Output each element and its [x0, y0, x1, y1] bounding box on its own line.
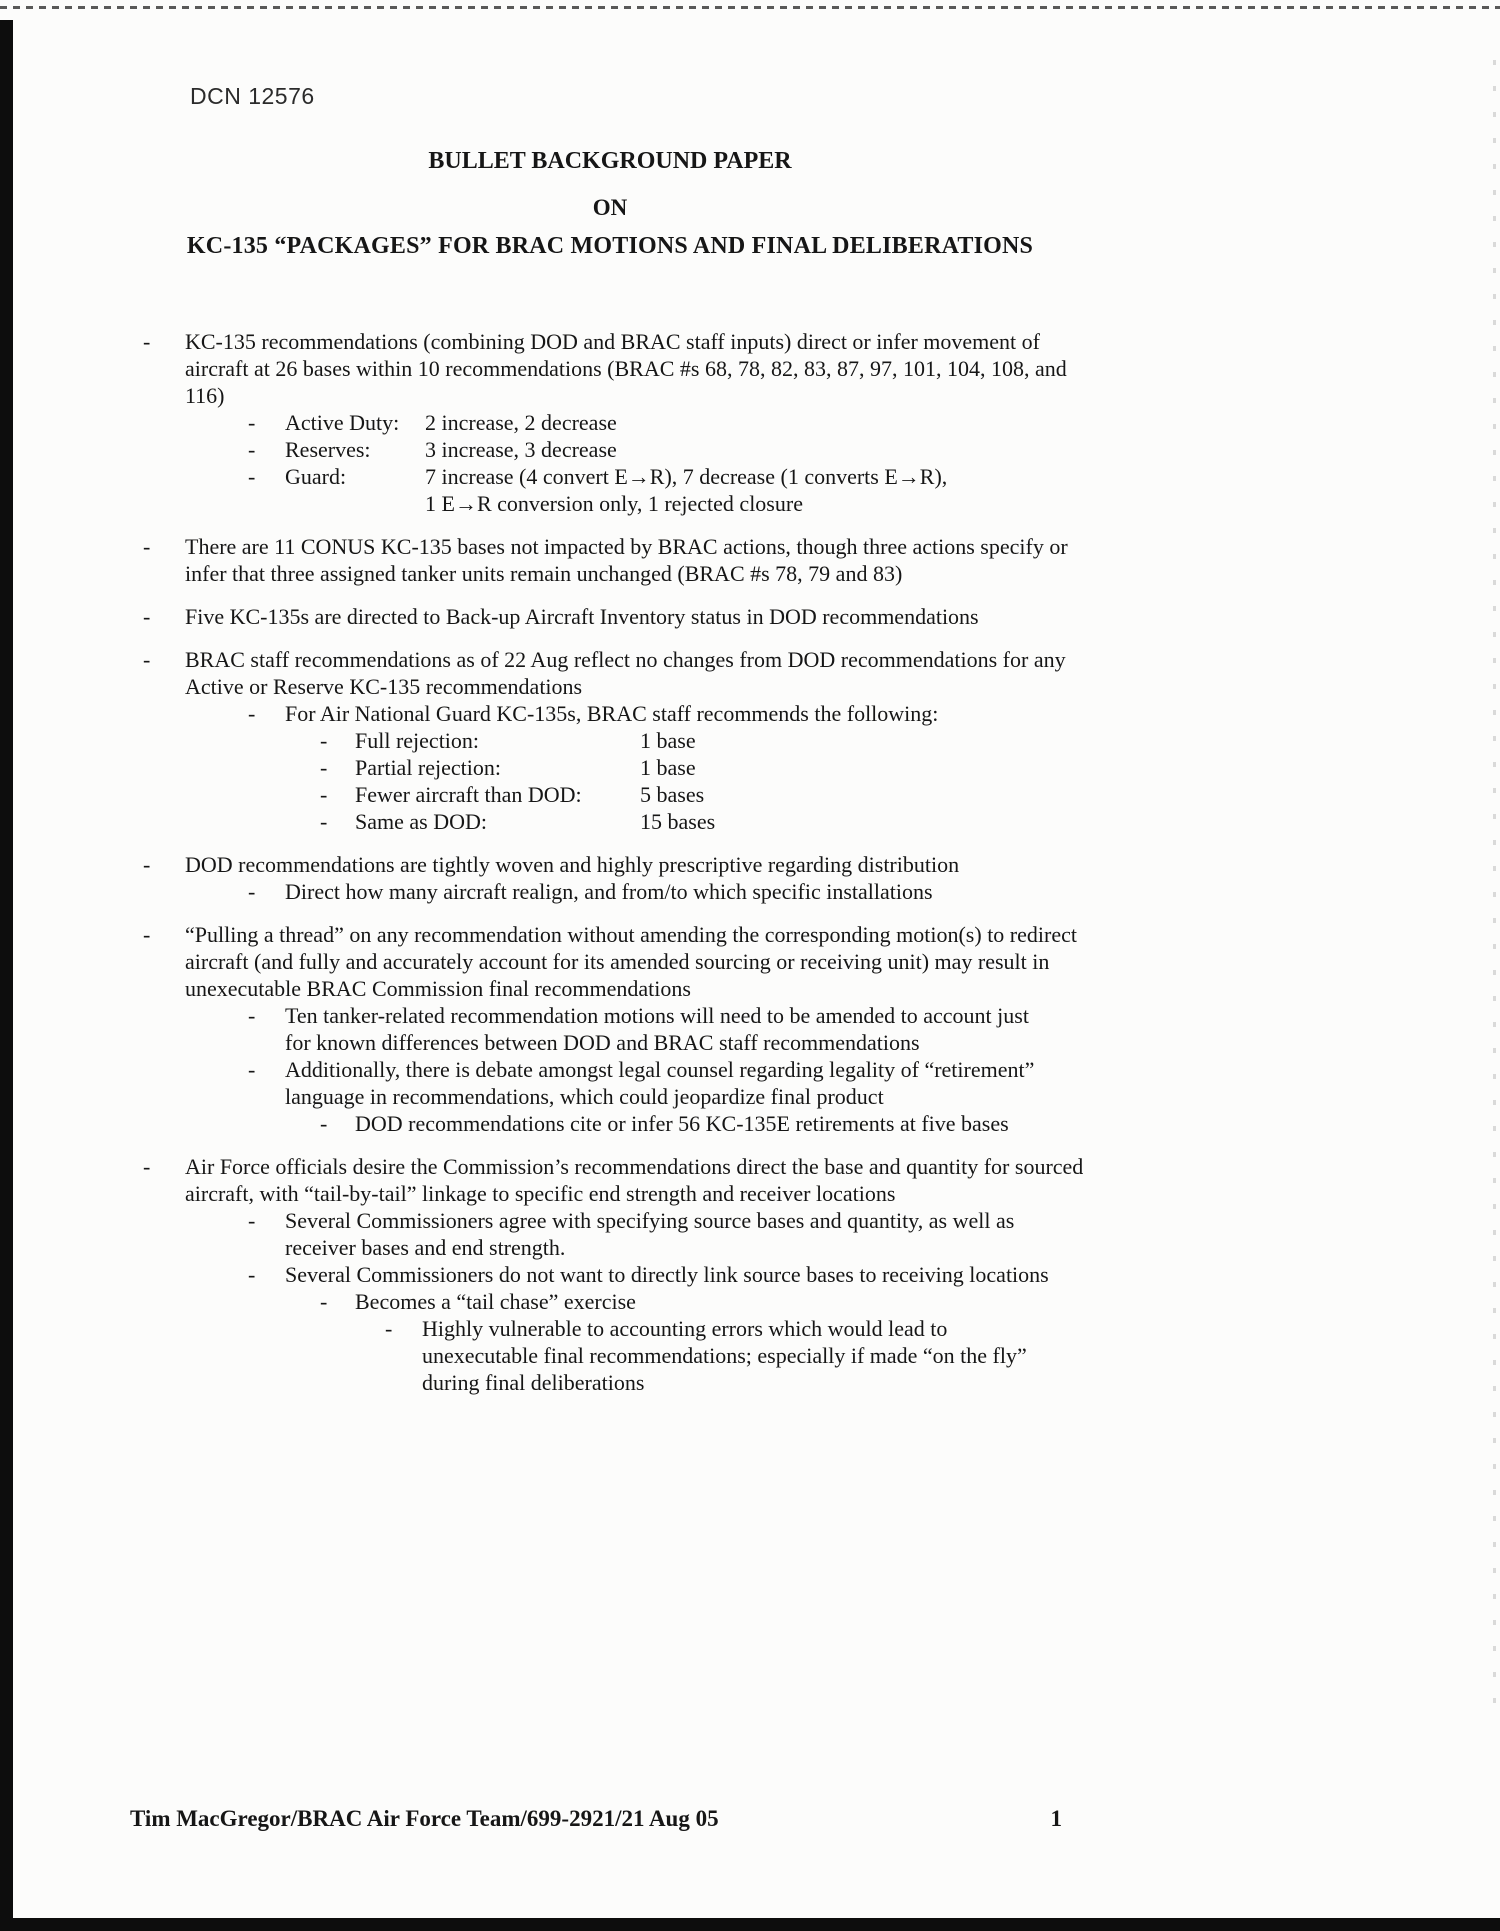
bullet-item: [320, 1110, 1085, 1137]
dcn-number: DCN 12576: [190, 83, 315, 109]
bullet-dash: -: [385, 1316, 393, 1341]
bullet-label: Guard:: [285, 464, 347, 489]
bullet-item: [143, 533, 1090, 587]
bullet-value: 5 bases: [640, 782, 705, 807]
bullet-dash: -: [143, 922, 151, 947]
bullet-item: [320, 781, 1085, 808]
bullet-item: [248, 1056, 1055, 1110]
bullet-label: Partial rejection:: [355, 755, 501, 780]
bullet-label: Fewer aircraft than DOD:: [355, 782, 582, 807]
bullet-text: Five KC-135s are directed to Back-up Aircraft Inventory status in DOD recommendations: [185, 604, 979, 629]
bullet-text: BRAC staff recommendations as of 22 Aug reflect no changes from DOD recommendations for any Active or Reserve KC-135 recommendations: [185, 647, 1066, 699]
bullet-item: [143, 328, 1090, 409]
footer-author-line: Tim MacGregor/BRAC Air Force Team/699-2921/21 Aug 05: [130, 1806, 719, 1831]
bullet-text: KC-135 recommendations (combining DOD and BRAC staff inputs) direct or infer movement of aircraft at 26 bases within 10 recommendations (BRAC #s 68, 78, 82, 83, 87, 97, 101, 104, 108, and 116): [185, 329, 1067, 408]
bullet-dash: -: [320, 728, 328, 753]
bullet-text: Direct how many aircraft realign, and from/to which specific installations: [285, 879, 933, 904]
bullet-item: [248, 878, 1055, 905]
bullet-dash: -: [248, 879, 256, 904]
bullet-dash: -: [143, 534, 151, 559]
bullet-dash: -: [248, 1208, 256, 1233]
scan-edge-bottom: [0, 1918, 1500, 1931]
doc-subtitle: KC-135 “PACKAGES” FOR BRAC MOTIONS AND FINAL DELIBERATIONS: [186, 233, 1034, 259]
bullet-item: [320, 754, 1085, 781]
bullet-dash: -: [143, 647, 151, 672]
bullet-item: [248, 1261, 1055, 1288]
bullet-text: “Pulling a thread” on any recommendation without amending the corresponding motion(s) to redirect aircraft (and fully and accurately account for its amended sourcing or receiving unit) may result in unexecutable BRAC Commission final recommendations: [185, 922, 1077, 1001]
bullet-text: Ten tanker-related recommendation motions will need to be amended to account just for known differences between DOD and BRAC staff recommendations: [285, 1003, 1029, 1055]
bullet-text: DOD recommendations cite or infer 56 KC-135E retirements at five bases: [355, 1111, 1009, 1136]
bullet-item: [143, 851, 1090, 878]
bullet-text: Highly vulnerable to accounting errors which would lead to unexecutable final recommendations; especially if made “on the fly” during final deliberations: [422, 1316, 1027, 1395]
bullet-dash: -: [248, 464, 256, 489]
scan-perforation-line: [0, 6, 1500, 9]
bullet-text: Air Force officials desire the Commission’s recommendations direct the base and quantity for sourced aircraft, with “tail-by-tail” linkage to specific end strength and receiver locations: [185, 1154, 1084, 1206]
bullet-dash: -: [143, 852, 151, 877]
bullet-label: Reserves:: [285, 437, 371, 462]
bullet-dash: -: [143, 1154, 151, 1179]
bullet-text: For Air National Guard KC-135s, BRAC staff recommends the following:: [285, 701, 939, 726]
bullet-item: [248, 409, 1055, 436]
bullet-item: [143, 603, 1090, 630]
bullet-dash: -: [248, 437, 256, 462]
bullet-dash: -: [320, 1111, 328, 1136]
bullet-dash: -: [248, 1057, 256, 1082]
page-number: 1: [1050, 1806, 1062, 1831]
bullet-value: 15 bases: [640, 809, 716, 834]
bullet-dash: -: [320, 782, 328, 807]
bullet-item: [320, 727, 1085, 754]
bullet-dash: -: [320, 755, 328, 780]
bullet-item: [385, 1315, 1042, 1396]
bullet-text: DOD recommendations are tightly woven and highly prescriptive regarding distribution: [185, 852, 960, 877]
bullet-dash: -: [248, 1262, 256, 1287]
bullet-item: [143, 921, 1090, 1002]
bullet-item: [248, 490, 1055, 517]
bullet-text: Several Commissioners do not want to directly link source bases to receiving locations: [285, 1262, 1049, 1287]
bullet-item: [248, 463, 1055, 490]
footer: [130, 1806, 1062, 1832]
bullet-value: 7 increase (4 convert E→R), 7 decrease (1 converts E→R),: [425, 464, 948, 489]
bullet-dash: -: [143, 329, 151, 354]
bullet-value: 1 E→R conversion only, 1 rejected closure: [425, 491, 803, 516]
bullet-item: [248, 700, 1055, 727]
bullet-item: [248, 1002, 1055, 1056]
bullet-value: 2 increase, 2 decrease: [425, 410, 617, 435]
bullet-text: Several Commissioners agree with specifying source bases and quantity, as well as receiver bases and end strength.: [285, 1208, 1015, 1260]
bullet-dash: -: [248, 410, 256, 435]
bullet-item: [248, 1207, 1055, 1261]
bullet-dash: -: [248, 701, 256, 726]
bullet-text: Becomes a “tail chase” exercise: [355, 1289, 636, 1314]
doc-title: BULLET BACKGROUND PAPER: [428, 148, 792, 174]
bullet-label: Same as DOD:: [355, 809, 487, 834]
bullet-dash: -: [248, 1003, 256, 1028]
bullet-dash: -: [320, 1289, 328, 1314]
bullet-dash: -: [320, 809, 328, 834]
bullet-item: [320, 1288, 1085, 1315]
bullet-dash: -: [143, 604, 151, 629]
bullet-value: 1 base: [640, 755, 696, 780]
doc-title-on: ON: [592, 195, 628, 220]
bullet-value: 3 increase, 3 decrease: [425, 437, 617, 462]
bullet-label: Full rejection:: [355, 728, 480, 753]
bullet-text: There are 11 CONUS KC-135 bases not impacted by BRAC actions, though three actions specify or infer that three assigned tanker units remain unchanged (BRAC #s 78, 79 and 83): [185, 534, 1068, 586]
bullet-label: Active Duty:: [285, 410, 400, 435]
bullet-item: [320, 808, 1085, 835]
bullet-value: 1 base: [640, 728, 696, 753]
bullet-text: Additionally, there is debate amongst legal counsel regarding legality of “retirement” language in recommendations, which could jeopardize final product: [285, 1057, 1035, 1109]
bullet-list: [0, 312, 1500, 1396]
bullet-item: [143, 646, 1090, 700]
bullet-item: [143, 1153, 1090, 1207]
bullet-item: [248, 436, 1055, 463]
title-block: [0, 148, 1220, 260]
